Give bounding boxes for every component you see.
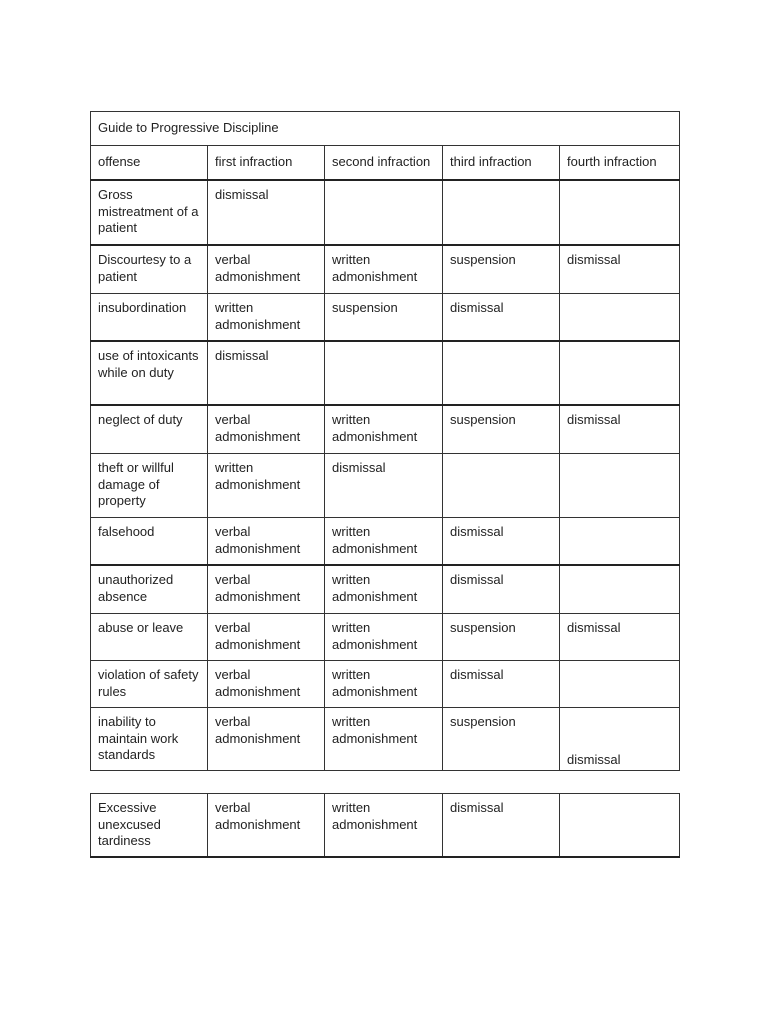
first-infraction-cell: verbal admonishment [208, 794, 325, 858]
third-infraction-cell: dismissal [443, 661, 560, 708]
third-infraction-cell: suspension [443, 614, 560, 661]
table-row [91, 614, 680, 661]
fourth-infraction-cell [560, 565, 680, 614]
offense-cell: Gross mistreatment of a patient [91, 180, 208, 245]
fourth-infraction-cell: dismissal [560, 614, 680, 661]
offense-cell: Discourtesy to a patient [91, 245, 208, 294]
second-infraction-cell: dismissal [325, 454, 443, 518]
second-infraction-cell: written admonishment [325, 794, 443, 858]
table-title-row [91, 112, 680, 146]
table-row [91, 341, 680, 405]
third-infraction-cell [443, 341, 560, 405]
third-infraction-cell: dismissal [443, 294, 560, 342]
fourth-infraction-cell [560, 454, 680, 518]
third-infraction-cell [443, 454, 560, 518]
first-infraction-cell: verbal admonishment [208, 661, 325, 708]
header-second-infraction: second infraction [325, 146, 443, 181]
table-row [91, 294, 680, 342]
fourth-infraction-cell [560, 518, 680, 566]
discipline-table [90, 111, 680, 771]
first-infraction-cell: verbal admonishment [208, 245, 325, 294]
third-infraction-cell: suspension [443, 708, 560, 771]
offense-cell: violation of safety rules [91, 661, 208, 708]
offense-cell: unauthorized absence [91, 565, 208, 614]
fourth-infraction-cell: dismissal [560, 405, 680, 454]
first-infraction-cell: dismissal [208, 180, 325, 245]
table-row [91, 454, 680, 518]
second-infraction-cell: written admonishment [325, 245, 443, 294]
table-row [91, 245, 680, 294]
tardiness-table [90, 793, 680, 858]
second-infraction-cell: written admonishment [325, 405, 443, 454]
first-infraction-cell: verbal admonishment [208, 614, 325, 661]
first-infraction-cell: written admonishment [208, 294, 325, 342]
first-infraction-cell: verbal admonishment [208, 405, 325, 454]
third-infraction-cell: dismissal [443, 565, 560, 614]
second-infraction-cell: written admonishment [325, 614, 443, 661]
header-third-infraction: third infraction [443, 146, 560, 181]
first-infraction-cell: dismissal [208, 341, 325, 405]
third-infraction-cell: dismissal [443, 518, 560, 566]
fourth-infraction-cell [560, 294, 680, 342]
table-row [91, 794, 680, 858]
third-infraction-cell [443, 180, 560, 245]
table-header-row [91, 146, 680, 181]
fourth-infraction-cell: dismissal [560, 245, 680, 294]
first-infraction-cell: verbal admonishment [208, 518, 325, 566]
second-infraction-cell: written admonishment [325, 708, 443, 771]
offense-cell: inability to maintain work standards [91, 708, 208, 771]
offense-cell: use of intoxicants while on duty [91, 341, 208, 405]
offense-cell: abuse or leave [91, 614, 208, 661]
second-infraction-cell: written admonishment [325, 661, 443, 708]
offense-cell: Excessive unexcused tardiness [91, 794, 208, 858]
third-infraction-cell: dismissal [443, 794, 560, 858]
second-infraction-cell: written admonishment [325, 518, 443, 566]
fourth-infraction-text: dismissal [567, 751, 621, 767]
table-row [91, 180, 680, 245]
first-infraction-cell: written admonishment [208, 454, 325, 518]
header-fourth-infraction: fourth infraction [560, 146, 680, 181]
fourth-infraction-cell [560, 794, 680, 858]
second-infraction-cell [325, 180, 443, 245]
third-infraction-cell: suspension [443, 405, 560, 454]
first-infraction-cell: verbal admonishment [208, 708, 325, 771]
table-row [91, 405, 680, 454]
header-offense: offense [91, 146, 208, 181]
table-title: Guide to Progressive Discipline [91, 112, 680, 146]
fourth-infraction-cell [560, 180, 680, 245]
table-row [91, 661, 680, 708]
second-infraction-cell: written admonishment [325, 565, 443, 614]
fourth-infraction-cell [560, 661, 680, 708]
fourth-infraction-cell [560, 708, 680, 771]
offense-cell: neglect of duty [91, 405, 208, 454]
offense-cell: insubordination [91, 294, 208, 342]
second-infraction-cell: suspension [325, 294, 443, 342]
table-row [91, 565, 680, 614]
table-row [91, 518, 680, 566]
fourth-infraction-cell-inner [567, 714, 673, 766]
offense-cell: falsehood [91, 518, 208, 566]
table-row [91, 708, 680, 771]
fourth-infraction-cell [560, 341, 680, 405]
offense-cell: theft or willful damage of property [91, 454, 208, 518]
second-infraction-cell [325, 341, 443, 405]
header-first-infraction: first infraction [208, 146, 325, 181]
first-infraction-cell: verbal admonishment [208, 565, 325, 614]
third-infraction-cell: suspension [443, 245, 560, 294]
